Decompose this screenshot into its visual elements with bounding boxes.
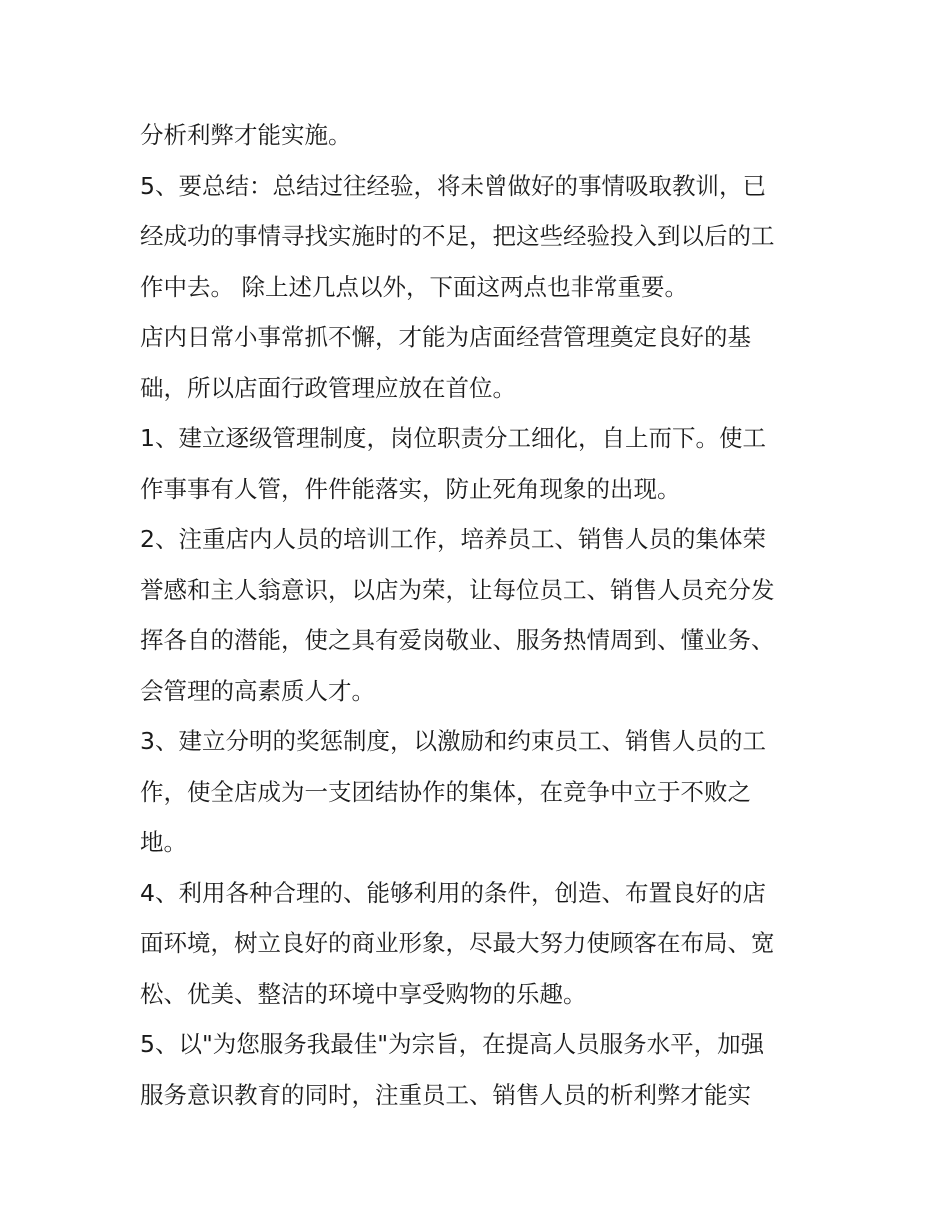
text-line: 松、优美、整洁的环境中享受购物的乐趣。 [140, 979, 587, 1008]
text-line: 础，所以店面行政管理应放在首位。 [140, 373, 516, 402]
paragraph-item-2 [140, 514, 820, 716]
text-line: 店内日常小事常抓不懈，才能为店面经营管理奠定良好的基 [140, 323, 751, 351]
text-line: 1、建立逐级管理制度，岗位职责分工细化，自上而下。使工 [140, 424, 766, 452]
text-line: 作事事有人管，件件能落实，防止死角现象的出现。 [140, 474, 681, 503]
text-line: 服务意识教育的同时，注重员工、销售人员的析利弊才能实 [140, 1080, 751, 1109]
document-body [140, 110, 820, 1120]
text-line: 作，使全店成为一支团结协作的集体，在竞争中立于不败之 [140, 777, 751, 806]
text-line: 3、建立分明的奖惩制度，以激励和约束员工、销售人员的工 [140, 727, 766, 755]
paragraph-item-3 [140, 716, 820, 868]
text-line: 经成功的事情寻找实施时的不足，把这些经验投入到以后的工 [140, 222, 775, 250]
text-line: 2、注重店内人员的培训工作，培养员工、销售人员的集体荣 [140, 525, 766, 553]
paragraph-store-admin-intro [140, 312, 820, 413]
paragraph-item-1 [140, 413, 820, 514]
text-line: 会管理的高素质人才。 [140, 676, 375, 705]
text-line: 分析利弊才能实施。 [140, 121, 352, 149]
paragraph-item-5 [140, 1019, 820, 1120]
text-line: 面环境，树立良好的商业形象，尽最大努力使顾客在布局、宽 [140, 929, 775, 957]
text-line: 挥各自的潜能，使之具有爱岗敬业、服务热情周到、懂业务、 [140, 626, 775, 654]
text-line: 4、利用各种合理的、能够利用的条件，创造、布置良好的店 [140, 878, 766, 907]
text-line: 5、以"为您服务我最佳"为宗旨，在提高人员服务水平，加强 [140, 1030, 765, 1058]
paragraph-conclusion-fragment [140, 110, 820, 161]
paragraph-item-4 [140, 868, 820, 1020]
text-line: 誉感和主人翁意识，以店为荣，让每位员工、销售人员充分发 [140, 575, 775, 604]
text-line: 地。 [140, 828, 187, 856]
text-line: 5、要总结：总结过往经验，将未曾做好的事情吸取教训，已 [140, 171, 766, 200]
paragraph-summarize [140, 161, 820, 313]
text-line: 作中去。 除上述几点以外，下面这两点也非常重要。 [140, 272, 688, 301]
